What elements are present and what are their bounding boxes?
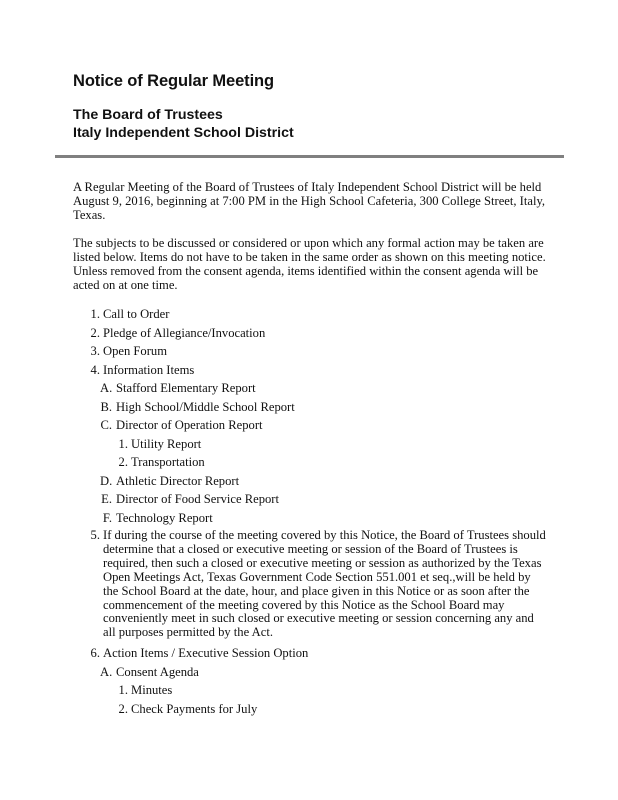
subsubitem-label: Minutes [131, 683, 173, 697]
subsubitem-number: 2. [118, 701, 128, 716]
item-number: 2. [90, 325, 100, 340]
subitem-label: Consent Agenda [116, 664, 199, 679]
item-label: Pledge of Allegiance/Invocation [103, 325, 266, 340]
item-number: 6. [90, 646, 100, 660]
item-label: Action Items / Executive Session Option [103, 646, 309, 660]
item-label: Call to Order [103, 307, 170, 321]
subsubitem-label: Utility Report [131, 436, 202, 451]
subitem-label: Athletic Director Report [116, 473, 240, 488]
subsubitem-number: 1. [118, 436, 128, 451]
item-label: If during the course of the meeting covered by this Notice, the Board of Trustees should determine that a closed or executive meeting or session of the Board of Trustees is required, then such a closed or executive meeting or session as authorized by the Texas Open Meetings Act, Texas Government Code Section 551.001 et seq.,will be held by the School Board at the date, hour, and place given in this Notice or as soon after the commencement of the meeting covered by this Notice as the School Board may conveniently meet in such closed or executive meeting or session concerning any and all purposes permitted by the Act. [103, 528, 546, 640]
subitem-letter: C. [100, 418, 112, 432]
meeting-announcement-paragraph: A Regular Meeting of the Board of Trustees of Italy Independent School District will be held August 9, 2016, beginning at 7:00 PM in the High School Cafeteria, 300 College Street, Italy, Texas. [73, 180, 546, 222]
subsubitem-label: Check Payments for July [131, 701, 258, 716]
subitem-label: Director of Food Service Report [116, 492, 279, 506]
subitem-label: Director of Operation Report [116, 418, 263, 432]
subsubitem-number: 2. [118, 455, 128, 469]
header-divider [55, 155, 564, 158]
item-number: 3. [90, 344, 100, 358]
document-title: Notice of Regular Meeting [73, 72, 275, 90]
subitem-letter: A. [100, 381, 113, 395]
document-subtitle [73, 107, 294, 142]
subitem-letter: F. [102, 510, 112, 525]
subtitle-board: The Board of Trustees [73, 107, 223, 123]
subitem-letter: B. [100, 399, 112, 414]
subitem-label: High School/Middle School Report [116, 399, 295, 414]
subtitle-district: Italy Independent School District [73, 124, 294, 141]
item-label: Open Forum [103, 344, 168, 358]
item-number: 4. [90, 362, 100, 377]
item-number: 1. [90, 307, 100, 321]
subjects-paragraph: The subjects to be discussed or considered or upon which any formal action may be taken are listed below. Items do not have to be taken in the same order as shown on this meeting notice. Unless removed from the consent agenda, items identified within the consent agenda will be acted on at one time. [73, 236, 546, 292]
subitem-letter: E. [101, 492, 112, 506]
subitem-label: Stafford Elementary Report [116, 381, 256, 395]
item-label: Information Items [103, 362, 195, 377]
subitem-letter: A. [100, 664, 113, 679]
item-number: 5. [90, 528, 100, 542]
subitem-letter: D. [100, 473, 113, 488]
subsubitem-label: Transportation [131, 455, 205, 469]
subsubitem-number: 1. [118, 683, 128, 697]
subitem-label: Technology Report [116, 510, 213, 525]
